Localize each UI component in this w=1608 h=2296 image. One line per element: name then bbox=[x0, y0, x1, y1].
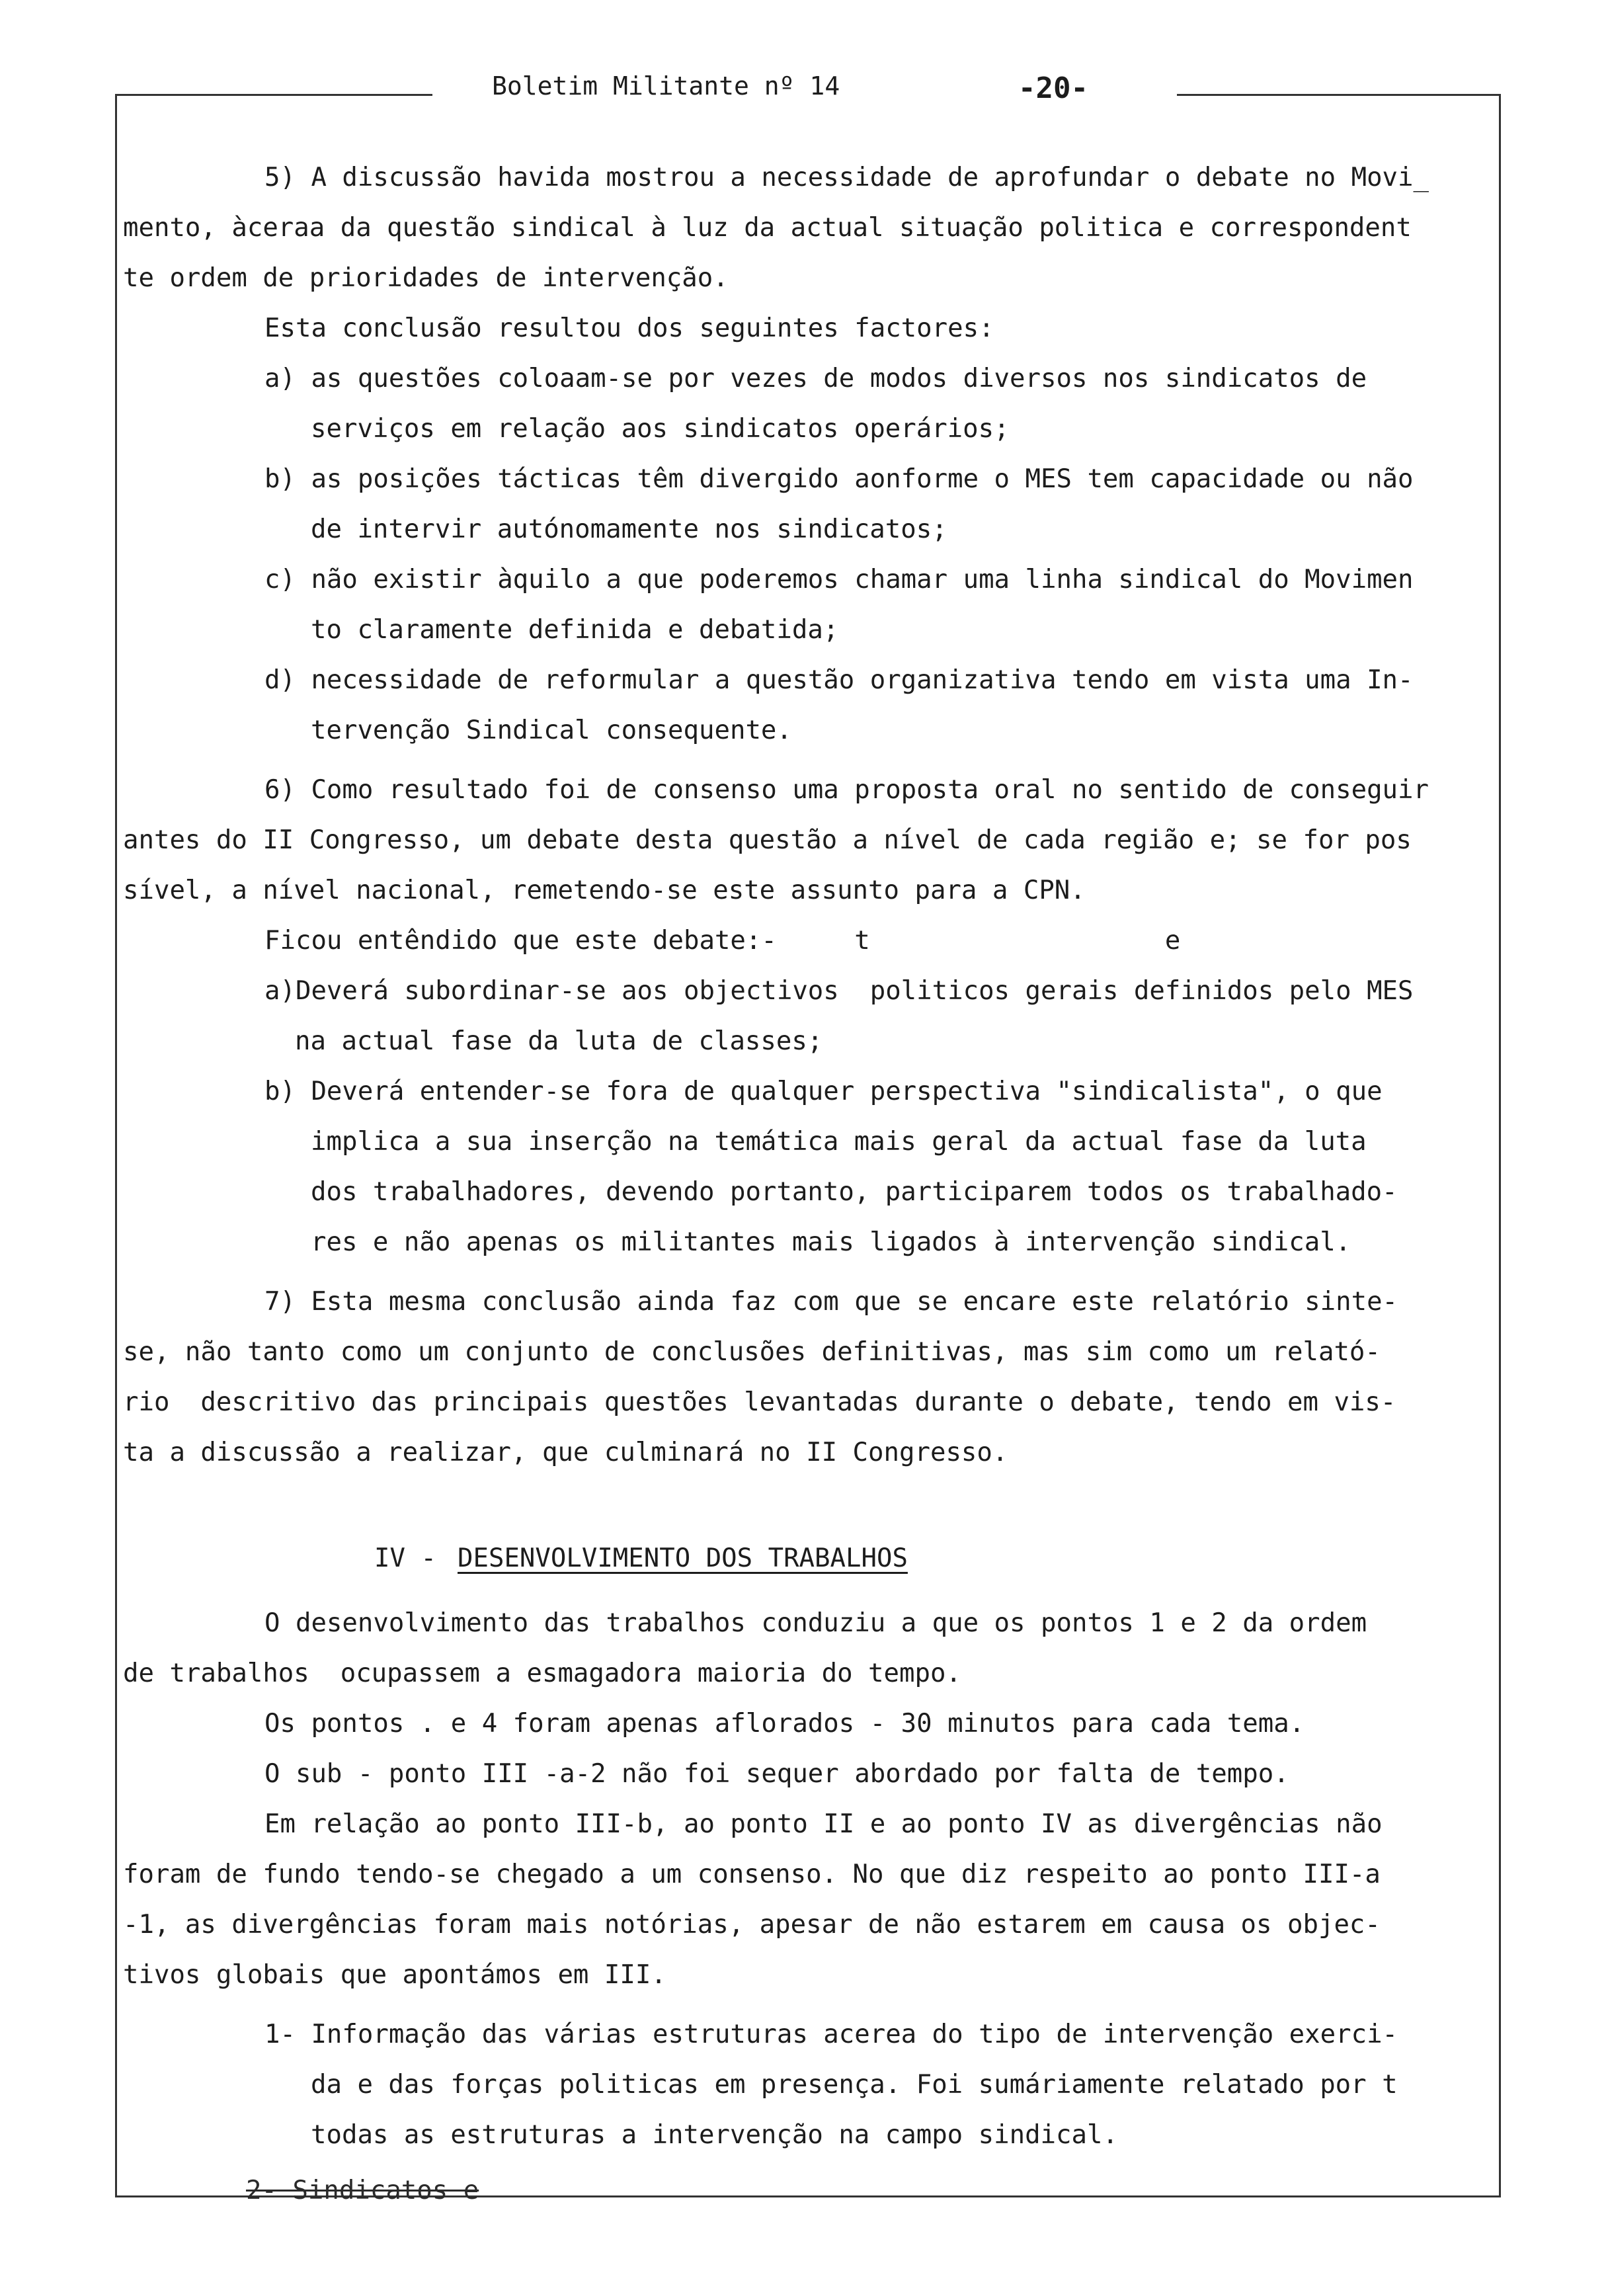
text-line: 5) A discussão havida mostrou a necessidade de aprofundar o debate no Movi_ bbox=[264, 163, 1429, 192]
text-line: Ficou entêndido que este debate:- t e bbox=[264, 926, 1181, 956]
list-item-a: a)Deverá subordinar-se aos objectivos politicos gerais definidos pelo MES bbox=[264, 976, 1414, 1006]
text-line: -1, as divergências foram mais notórias, apesar de não estarem em causa os objec- bbox=[123, 1910, 1381, 1940]
text-line: res e não apenas os militantes mais ligados à intervenção sindical. bbox=[311, 1227, 1351, 1257]
list-item-a: a) as questões coloaam-se por vezes de modos diversos nos sindicatos de bbox=[264, 364, 1367, 393]
text-line: tivos globais que apontámos em III. bbox=[123, 1960, 666, 1990]
text-line: to claramente definida e debatida; bbox=[311, 615, 839, 645]
text-line: sível, a nível nacional, remetendo-se este assunto para a CPN. bbox=[123, 876, 1086, 905]
section-heading: DESENVOLVIMENTO DOS TRABALHOS bbox=[458, 1543, 908, 1573]
text-line: Em relação ao ponto III-b, ao ponto II e ao ponto IV as divergências não bbox=[264, 1809, 1383, 1839]
section-number: IV - bbox=[374, 1543, 452, 1573]
list-item-b: b) as posições tácticas têm divergido aonforme o MES tem capacidade ou não bbox=[264, 464, 1414, 494]
page-number: -20- bbox=[1018, 71, 1088, 105]
text-line: 7) Esta mesma conclusão ainda faz com que se encare este relatório sinte- bbox=[264, 1287, 1398, 1317]
header-title: Boletim Militante nº 14 bbox=[492, 71, 840, 101]
text-line: de trabalhos ocupassem a esmagadora maioria do tempo. bbox=[123, 1659, 961, 1688]
text-line: foram de fundo tendo-se chegado a um consenso. No que diz respeito ao ponto III-a bbox=[123, 1860, 1381, 1889]
text-line: te ordem de prioridades de intervenção. bbox=[123, 263, 729, 293]
header-rule-left bbox=[115, 94, 432, 96]
text-line: rio descritivo das principais questões levantadas durante o debate, tendo em vis- bbox=[123, 1387, 1396, 1417]
text-line: mento, àceraa da questão sindical à luz da actual situação politica e correspondent bbox=[123, 213, 1412, 243]
page-frame-left-border bbox=[115, 94, 117, 2197]
text-line: Esta conclusão resultou dos seguintes factores: bbox=[264, 313, 994, 343]
text-line: todas as estruturas a intervenção na campo sindical. bbox=[311, 2120, 1118, 2150]
text-line: tervenção Sindical consequente. bbox=[311, 716, 792, 745]
text-line: de intervir autónomamente nos sindicatos; bbox=[311, 514, 947, 544]
text-line: 6) Como resultado foi de consenso uma proposta oral no sentido de conseguir bbox=[264, 775, 1429, 805]
struck-through-text: 2- Sindicatos e bbox=[246, 2176, 479, 2205]
text-line: O sub - ponto III -a-2 não foi sequer abordado por falta de tempo. bbox=[264, 1759, 1289, 1789]
text-line: Os pontos . e 4 foram apenas aflorados - 30 minutos para cada tema. bbox=[264, 1709, 1305, 1739]
list-item-b: b) Deverá entender-se fora de qualquer perspectiva "sindicalista", o que bbox=[264, 1077, 1383, 1106]
text-line: antes do II Congresso, um debate desta questão a nível de cada região e; se for pos bbox=[123, 825, 1412, 855]
list-item-d: d) necessidade de reformular a questão organizativa tendo em vista uma In- bbox=[264, 665, 1414, 695]
text-line: O desenvolvimento das trabalhos conduziu a que os pontos 1 e 2 da ordem bbox=[264, 1608, 1367, 1638]
text-line: da e das forças politicas em presença. Foi sumáriamente relatado por t bbox=[311, 2070, 1398, 2100]
text-line: se, não tanto como um conjunto de conclusões definitivas, mas sim como um relató- bbox=[123, 1337, 1381, 1367]
list-item-c: c) não existir àquilo a que poderemos chamar uma linha sindical do Movimen bbox=[264, 565, 1414, 594]
header-rule-right bbox=[1177, 94, 1501, 96]
text-line: implica a sua inserção na temática mais geral da actual fase da luta bbox=[311, 1127, 1367, 1157]
numbered-item-1: 1- Informação das várias estruturas acerea do tipo de intervenção exerci- bbox=[264, 2020, 1398, 2049]
text-line: dos trabalhadores, devendo portanto, participarem todos os trabalhado- bbox=[311, 1177, 1398, 1207]
text-line: serviços em relação aos sindicatos operários; bbox=[311, 414, 1010, 444]
page-frame-right-border bbox=[1499, 94, 1501, 2197]
text-line: na actual fase da luta de classes; bbox=[295, 1026, 823, 1056]
text-line: ta a discussão a realizar, que culminará no II Congresso. bbox=[123, 1438, 1008, 1467]
